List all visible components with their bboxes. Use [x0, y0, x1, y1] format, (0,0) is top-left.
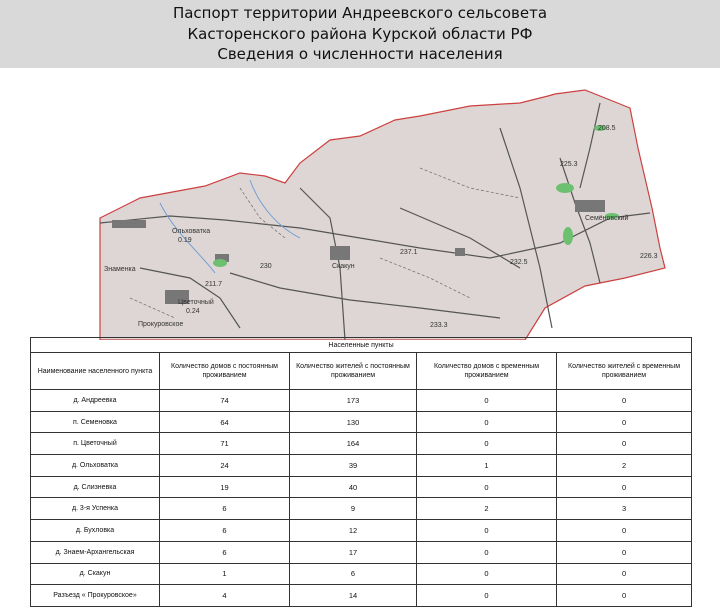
settlement-name: д. Ольховатка	[31, 455, 160, 477]
table-cell: 39	[290, 455, 417, 477]
title-banner	[0, 0, 720, 68]
population-table-container	[30, 337, 691, 601]
table-cell: 12	[290, 520, 417, 542]
table-cell: 0	[417, 390, 557, 412]
column-header: Количество жителей с постоянным проживанием	[290, 353, 417, 390]
column-header: Количество жителей с временным проживанием	[557, 353, 692, 390]
settlement-name: д. Андреевка	[31, 390, 160, 412]
settlement-name: д. Бухловка	[31, 520, 160, 542]
table-cell: 14	[290, 585, 417, 607]
table-cell: 0	[417, 563, 557, 585]
map-label-9: 232.5	[510, 259, 528, 266]
table-cell: 6	[160, 520, 290, 542]
table-cell: 164	[290, 433, 417, 455]
settlement-name: п. Цветочный	[31, 433, 160, 455]
table-cell: 74	[160, 390, 290, 412]
table-row	[31, 411, 692, 433]
map-label-2: Знаменка	[104, 266, 136, 273]
settlement-name: д. Скакун	[31, 563, 160, 585]
table-cell: 0	[417, 520, 557, 542]
map-label-6: Семёновский	[585, 215, 629, 222]
title-line-1: Паспорт территории Андреевского сельсовета	[172, 4, 548, 22]
table-cell: 0	[557, 563, 692, 585]
table-cell: 0	[417, 411, 557, 433]
table-cell: 2	[557, 455, 692, 477]
settlement-name: п. Семеновка	[31, 411, 160, 433]
table-cell: 6	[160, 498, 290, 520]
table-row	[31, 498, 692, 520]
table-cell: 0	[557, 476, 692, 498]
table-row	[31, 563, 692, 585]
table-row	[31, 585, 692, 607]
table-cell: 0	[417, 476, 557, 498]
table-cell: 0	[557, 520, 692, 542]
map-label-7: 208.5	[598, 125, 616, 132]
settlement-name: Разъезд « Прокуровское»	[31, 585, 160, 607]
map-label-12: 226.3	[640, 253, 658, 260]
table-cell: 24	[160, 455, 290, 477]
table-cell: 3	[557, 498, 692, 520]
table-header-row	[31, 353, 692, 390]
table-cell: 0	[417, 585, 557, 607]
table-cell: 40	[290, 476, 417, 498]
column-header: Количество домов с временным проживанием	[417, 353, 557, 390]
map-label-10: 237.1	[400, 249, 418, 256]
table-cell: 0	[557, 585, 692, 607]
territory-map	[0, 68, 720, 340]
table-cell: 1	[160, 563, 290, 585]
table-row	[31, 390, 692, 412]
table-cell: 0	[557, 433, 692, 455]
table-cell: 17	[290, 541, 417, 563]
map-label-11: 233.3	[430, 322, 448, 329]
table-cell: 64	[160, 411, 290, 433]
table-cell: 0	[557, 541, 692, 563]
table-cell: 0	[557, 411, 692, 433]
map-label-1: 0.19	[178, 237, 192, 244]
settlement-name: д. 3-я Успенка	[31, 498, 160, 520]
map-label-0: Ольховатка	[172, 228, 211, 235]
table-row	[31, 476, 692, 498]
table-cell: 6	[290, 563, 417, 585]
map-label-5: Скакун	[332, 263, 355, 270]
table-cell: 6	[160, 541, 290, 563]
table-cell: 1	[417, 455, 557, 477]
table-caption: Населенные пункты	[31, 338, 692, 353]
table-row	[31, 541, 692, 563]
title-line-3: Сведения о численности населения	[217, 45, 503, 63]
map-label-14: 211.7	[205, 281, 222, 288]
table-cell: 0	[557, 390, 692, 412]
table-cell: 4	[160, 585, 290, 607]
map-label-3: Цветочный	[178, 299, 214, 306]
settlement-name: д. Слизневка	[31, 476, 160, 498]
column-header: Количество домов с постоянным проживанием	[160, 353, 290, 390]
map-label-8: 225.3	[560, 161, 578, 168]
table-row	[31, 520, 692, 542]
table-cell: 0	[417, 541, 557, 563]
column-header: Наименование населенного пункта	[31, 353, 160, 390]
table-cell: 173	[290, 390, 417, 412]
table-cell: 19	[160, 476, 290, 498]
table-cell: 0	[417, 433, 557, 455]
settlement-name: д. Знаем-Архангельская	[31, 541, 160, 563]
table-cell: 9	[290, 498, 417, 520]
title-line-2: Касторенского района Курской области РФ	[187, 25, 533, 43]
table-cell: 71	[160, 433, 290, 455]
table-row	[31, 433, 692, 455]
table-cell: 2	[417, 498, 557, 520]
table-cell: 130	[290, 411, 417, 433]
table-row	[31, 455, 692, 477]
map-label-13: 230	[260, 263, 272, 270]
map-label-15: Прокуровское	[138, 321, 184, 328]
population-table	[30, 337, 692, 607]
map-label-4: 0.24	[186, 308, 200, 315]
